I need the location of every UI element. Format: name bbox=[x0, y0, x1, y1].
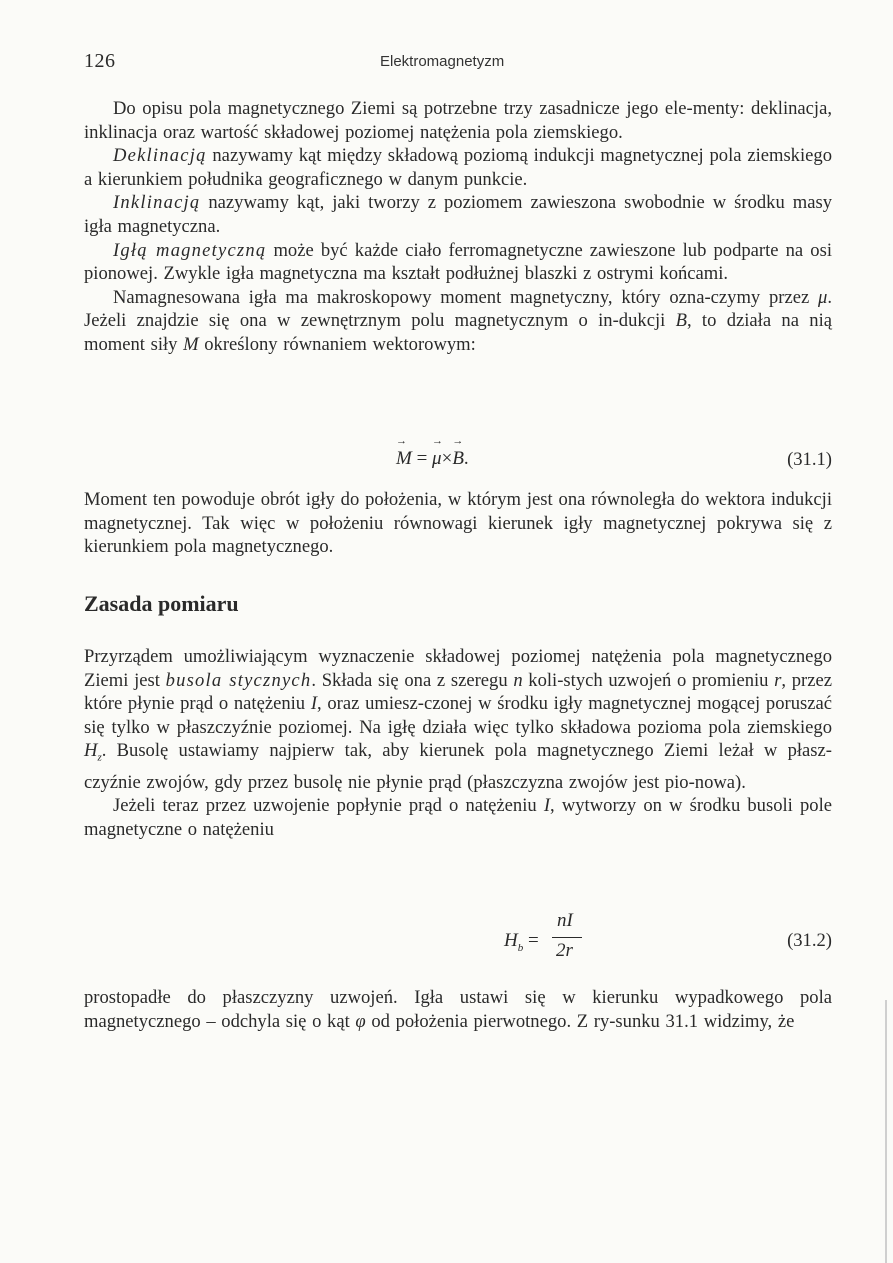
term-tangent-compass: busola stycznych bbox=[165, 669, 312, 691]
paragraph-current bbox=[84, 794, 832, 841]
symbol-n: n bbox=[513, 669, 523, 691]
page-number: 126 bbox=[84, 50, 116, 72]
equals-sign: = bbox=[411, 448, 433, 469]
equation-31-2 bbox=[84, 910, 832, 972]
measurement-block bbox=[84, 645, 832, 841]
compass-text-d: , przez które płynie prąd o natężeniu bbox=[84, 669, 832, 715]
symbol-phi: φ bbox=[355, 1010, 366, 1032]
moment-text-d: określony równaniem wektorowym: bbox=[198, 333, 476, 355]
equals-sign-2: = bbox=[523, 930, 539, 951]
compass-text-c: koli-stych uzwojeń o promieniu bbox=[522, 669, 775, 691]
paragraph-equilibrium: Moment ten powoduje obrót igły do położenia, w którym jest ona równoległa do wektora indukcji magnetycznej. Tak więc w położeniu równowagi kierunek igły magnetycznej pokrywa się z kierunkiem pola magnetycznego. bbox=[84, 489, 832, 558]
symbol-r: r bbox=[774, 669, 782, 691]
closing-block bbox=[84, 986, 832, 1033]
fraction-equation bbox=[504, 910, 644, 970]
running-head: Elektromagnetyzm bbox=[380, 53, 505, 70]
current-text-a: Jeżeli teraz przez uzwojenie popłynie prąd o natężeniu bbox=[113, 795, 544, 817]
inclination-definition: nazywamy kąt, jaki tworzy z poziomem zawieszona swobodnie w środku masy igła magnetyczna. bbox=[84, 192, 832, 237]
paragraph-moment bbox=[84, 286, 832, 357]
equation-lhs bbox=[504, 930, 539, 954]
paragraph-inclination bbox=[84, 191, 832, 238]
symbol-M: M bbox=[183, 333, 199, 355]
paragraph-tangent-compass bbox=[84, 645, 832, 794]
cross-sign: × bbox=[441, 448, 453, 469]
compass-text-f: . Busolę ustawiamy najpierw tak, aby kierunek pola magnetycznego Ziemi leżał w płasz-czyźnie zwojów, gdy przez busolę nie płynie prąd (płaszczyzna zwojów jest pio-nowa). bbox=[84, 740, 832, 793]
equation-number: (31.1) bbox=[787, 449, 832, 470]
current-text-b: , wytworzy on w środku busoli pole magnetyczne o natężeniu bbox=[84, 795, 832, 840]
moment-text-b: . Jeżeli znajdzie się ona w zewnętrznym polu magnetycznym o in-dukcji bbox=[84, 286, 832, 332]
equation-body bbox=[396, 448, 469, 470]
symbol-I-current: I bbox=[543, 795, 551, 817]
declination-definition: nazywamy kąt między składową poziomą indukcji magnetycznej pola ziemskiego a kierunkiem południka geograficznego w danym punkcie. bbox=[84, 145, 832, 190]
section-heading: Zasada pomiaru bbox=[84, 591, 239, 616]
symbol-H: H bbox=[84, 740, 98, 762]
moment-text-a: Namagnesowana igła ma makroskopowy moment magnetyczny, który ozna-czymy przez bbox=[113, 286, 818, 308]
paragraph-needle bbox=[84, 239, 832, 286]
fraction-numerator: nI bbox=[557, 910, 573, 931]
equation-number-2: (31.2) bbox=[787, 930, 832, 951]
symbol-mu: μ bbox=[818, 286, 828, 308]
symbol-Hb-subscript: b bbox=[517, 941, 524, 954]
paragraph-elements: Do opisu pola magnetycznego Ziemi są potrzebne trzy zasadnicze jego ele-menty: deklinacja, inklinacja oraz wartość składowej poziomej natężenia pola ziemskiego. bbox=[84, 98, 832, 143]
intro-block bbox=[84, 97, 832, 357]
deflection-text-a: prostopadłe do płaszczyzny uzwojeń. Igła ustawi się w kierunku wypadkowego pola magnetycznego – odchyla się o kąt bbox=[84, 987, 832, 1032]
term-declination: Deklinacją bbox=[113, 145, 207, 167]
equation-31-1 bbox=[84, 446, 832, 486]
compass-text-a: Przyrządem umożliwiającym wyznaczenie składowej poziomej natężenia pola magnetycznego Ziemi jest bbox=[84, 646, 832, 691]
fraction-bar bbox=[552, 937, 582, 938]
paragraph-deflection bbox=[84, 986, 832, 1033]
symbol-B: B bbox=[675, 310, 687, 332]
equation-period: . bbox=[463, 448, 469, 469]
deflection-text-b: od położenia pierwotnego. Z ry-sunku 31.1 widzimy, że bbox=[365, 1010, 795, 1032]
term-magnetic-needle: Igłą magnetyczną bbox=[113, 239, 267, 261]
term-inclination: Inklinacją bbox=[113, 192, 201, 214]
compass-text-e: , oraz umiesz-czonej w środku igły magnetycznej mogącej poruszać się tylko w płaszczyźnie poziomej. Na igłę działa więc tylko składowa pozioma pola ziemskiego bbox=[84, 693, 832, 738]
needle-definition: może być każde ciało ferromagnetyczne zawieszone lub podparte na osi pionowej. Zwykle igła magnetyczna ma kształt podłużnej blaszki z ostrymi końcami. bbox=[84, 239, 832, 285]
symbol-I: I bbox=[310, 693, 318, 715]
vector-M: → M bbox=[396, 448, 412, 470]
paragraph-declination bbox=[84, 144, 832, 191]
after-equation-block bbox=[84, 488, 832, 559]
vector-mu: → μ bbox=[432, 448, 442, 470]
symbol-H-subscript: z bbox=[97, 752, 102, 765]
vector-B: → B bbox=[452, 448, 464, 470]
page-edge-shadow bbox=[885, 1000, 887, 1263]
symbol-Hb: H bbox=[504, 930, 518, 951]
fraction-denominator: 2r bbox=[556, 940, 573, 961]
moment-text-c: , to działa na nią moment siły bbox=[84, 310, 832, 355]
compass-text-b: . Składa się ona z szeregu bbox=[311, 669, 514, 691]
